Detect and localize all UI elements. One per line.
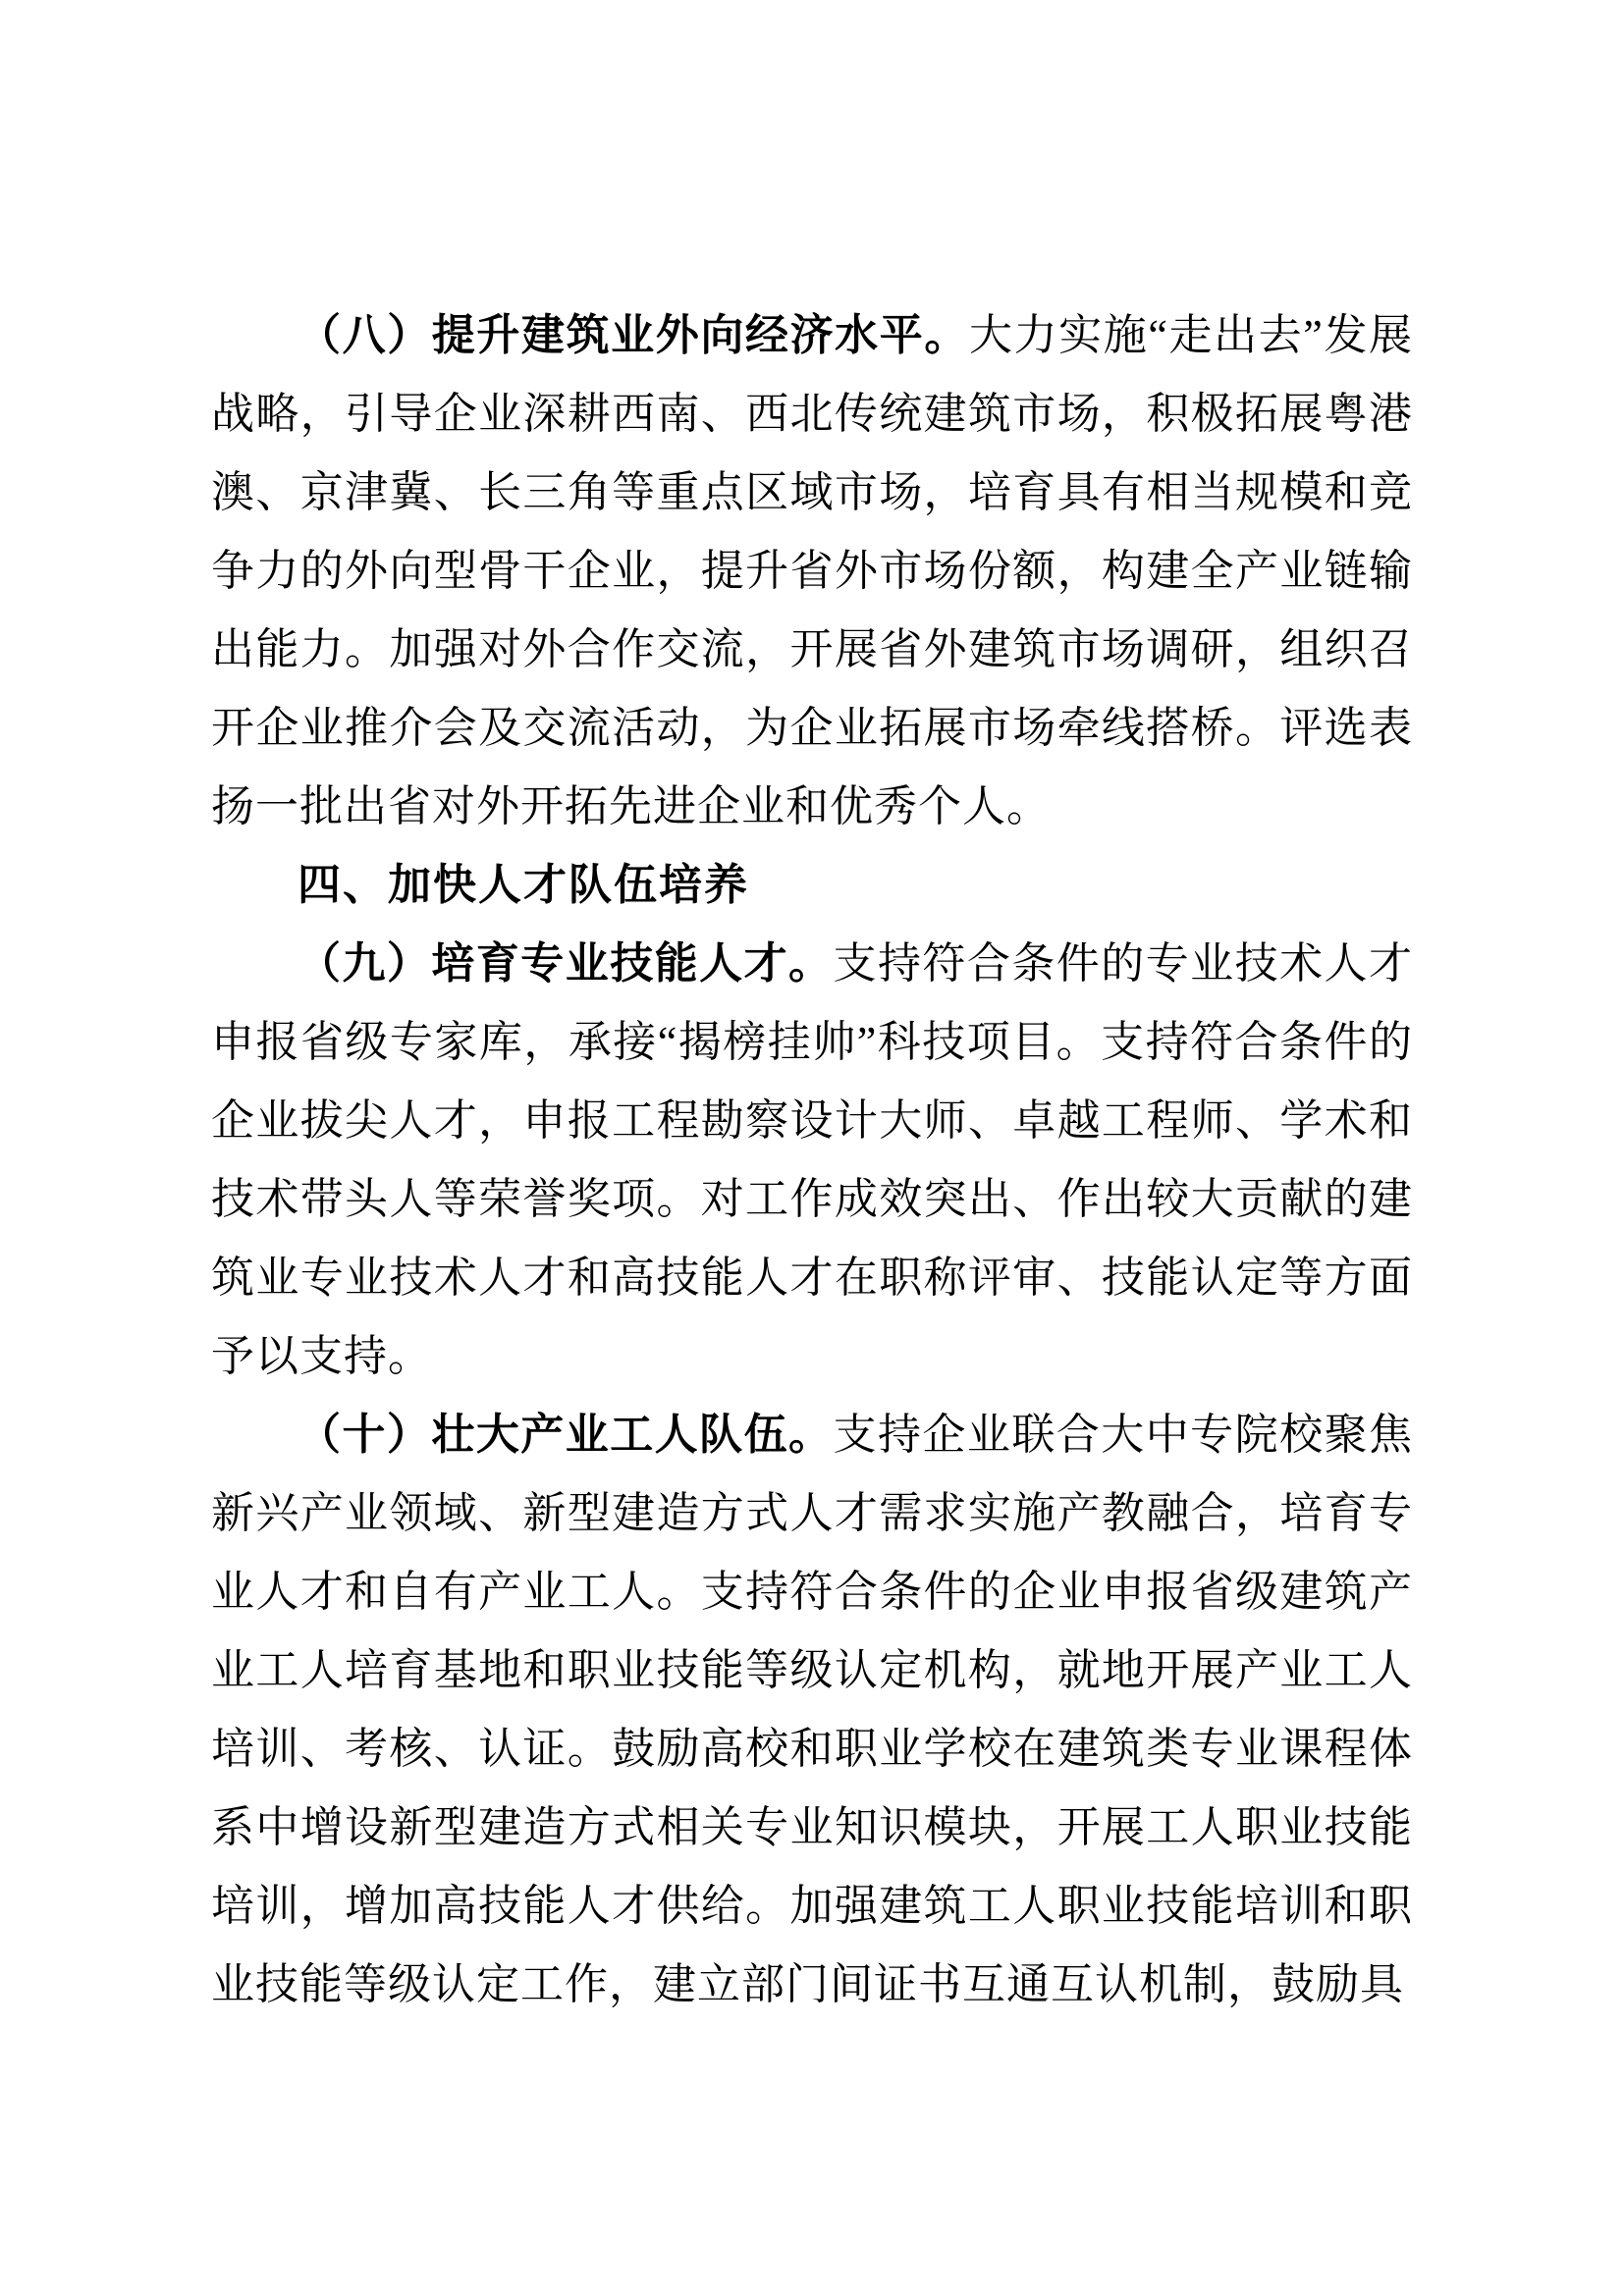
paragraph-item-9: [211, 925, 1413, 1396]
paragraph-item-9-lead: （九）培育专业技能人才。: [298, 939, 834, 988]
document-body: [211, 296, 1413, 2024]
paragraph-item-10-lead: （十）壮大产业工人队伍。: [298, 1411, 834, 1459]
section-heading-4: 四、加快人才队伍培养: [298, 861, 749, 909]
paragraph-item-10: [211, 1396, 1413, 2024]
paragraph-item-8-lead: （八）提升建筑业外向经济水平。: [298, 311, 969, 359]
paragraph-item-9-text: 支持符合条件的专业技术人才申报省级专家库，承接“揭榜挂帅”科技项目。支持符合条件的企业拔尖人才，申报工程勘察设计大师、卓越工程师、学术和技术带头人等荣誉奖项。对工作成效突出、作出较大贡献的建筑业专业技术人才和高技能人才在职称评审、技能认定等方面予以支持。: [211, 939, 1413, 1380]
paragraph-item-10-text: 支持企业联合大中专院校聚焦新兴产业领域、新型建造方式人才需求实施产教融合，培育专业人才和自有产业工人。支持符合条件的企业申报省级建筑产业工人培育基地和职业技能等级认定机构，就地开展产业工人培训、考核、认证。鼓励高校和职业学校在建筑类专业课程体系中增设新型建造方式相关专业知识模块，开展工人职业技能培训，增加高技能人才供给。加强建筑工人职业技能培训和职业技能等级认定工作，建立部门间证书互通互认机制，鼓励具: [211, 1411, 1413, 2008]
paragraph-item-8: [211, 296, 1413, 846]
paragraph-item-8-text: 大力实施“走出去”发展战略，引导企业深耕西南、西北传统建筑市场，积极拓展粤港澳、京津冀、长三角等重点区域市场，培育具有相当规模和竞争力的外向型骨干企业，提升省外市场份额，构建全产业链输出能力。加强对外合作交流，开展省外建筑市场调研，组织召开企业推介会及交流活动，为企业拓展市场牵线搭桥。评选表扬一批出省对外开拓先进企业和优秀个人。: [211, 311, 1414, 830]
